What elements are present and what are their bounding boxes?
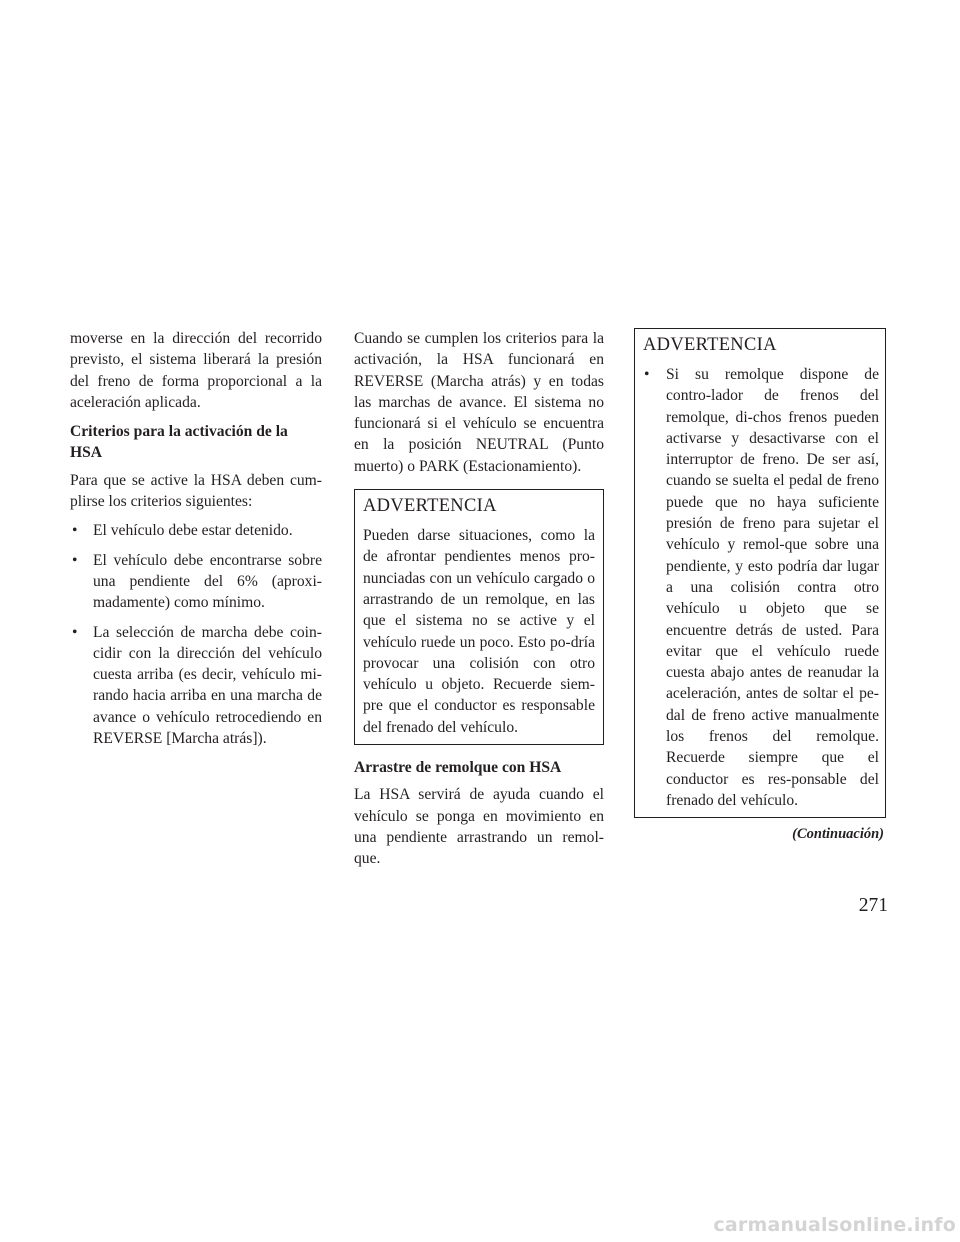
intro-paragraph: moverse en la dirección del recorrido previsto, el sistema liberará la presión del freno de forma proporcional a la aceleración aplicada.	[70, 330, 322, 411]
operation-paragraph: Cuando se cumplen los criterios para la activación, la HSA funcionará en REVERSE (Marcha atrás) y en todas las marchas de avance. El sistema no funcionará si el vehículo se encuentra en la posición NEUTRAL (Punto muerto) o PARK (Estacionamiento).	[354, 330, 604, 475]
warning-bullet: • Si su remolque dispone de contro-lador de frenos del remolque, di-chos frenos pueden activarse y desactivarse con el interruptor de freno. De ser así, cuando se suelta el pedal de freno puede que no haya suficiente presión de freno para sujetar el vehículo y remol-que sobre una pendiente, y esto podría dar lugar a una colisión contra otro vehículo u objeto que se encuentre detrás de usted. Para evitar que el vehículo ruede cuesta abajo antes de reanudar la aceleración, antes de soltar el pe-dal de freno active manualmente los frenos del remolque. Recuerde siempre que el conductor es res-ponsable del frenado del vehículo.	[643, 364, 879, 811]
column-right	[634, 328, 886, 846]
activation-criteria-intro: Para que se active la HSA deben cum-plirse los criterios siguientes:	[70, 471, 322, 511]
criteria-item: • El vehículo debe encontrarse sobre una pendiente del 6% (aproxi-madamente) como mínimo.	[70, 550, 322, 614]
activation-criteria-heading: Criterios para la activación de la HSA	[70, 423, 288, 462]
warning-title: ADVERTENCIA	[363, 496, 497, 517]
warning-body: Pueden darse situaciones, como la de afrontar pendientes menos pro-nunciadas con un vehículo cargado o arrastrando de un remolque, en las que el sistema no se active y el vehículo ruede un poco. Esto po-dría provocar una colisión con otro vehículo u objeto. Recuerde siem-pre que el conductor es responsable del frenado del vehículo.	[363, 527, 595, 736]
continued-label: (Continuación)	[792, 826, 884, 843]
warning-box-trailer-brakes	[634, 328, 886, 818]
warning-bullet-list	[643, 364, 879, 811]
towing-paragraph: La HSA servirá de ayuda cuando el vehículo se ponga en movimiento en una pendiente arrastrando un remol-que.	[354, 786, 604, 868]
page-number: 271	[858, 895, 888, 916]
watermark-logo: carmanualsonline.info	[713, 1214, 956, 1236]
criteria-item: • La selección de marcha debe coin-cidir con la dirección del vehículo cuesta arriba (es decir, vehículo mi-rando hacia arriba en una marcha de avance o vehículo retrocediendo en REVERSE [Marcha atrás]).	[70, 622, 322, 750]
towing-heading: Arrastre de remolque con HSA	[354, 759, 562, 777]
criteria-item: • El vehículo debe estar detenido.	[70, 520, 322, 541]
column-left	[70, 328, 322, 757]
activation-criteria-list	[70, 520, 322, 749]
warning-title: ADVERTENCIA	[643, 335, 777, 355]
warning-box-rollback	[354, 489, 604, 745]
column-middle	[354, 328, 604, 878]
